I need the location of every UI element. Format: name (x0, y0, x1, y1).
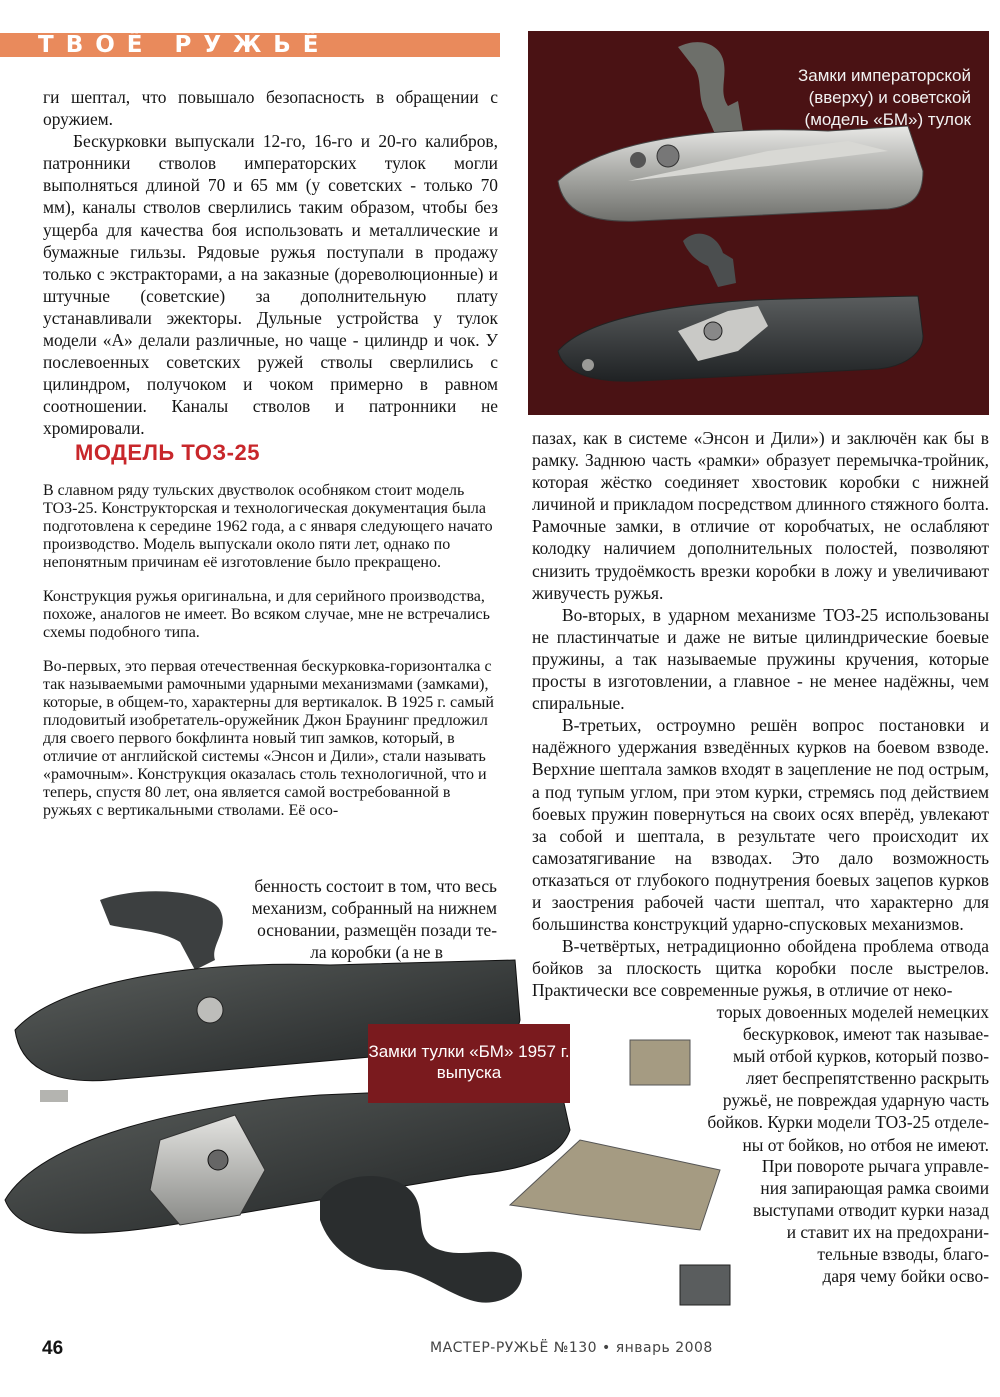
hammer-shape (100, 891, 223, 970)
paragraph: Во-вторых, в ударном механизме ТОЗ-25 использованы не пластинчатые и даже не витые цилиндрические боевые пружины, а так называемые пружины кручения, которые просты в изготовлении, а главное - не менее надёжны, чем спиральные. (532, 604, 989, 714)
paragraph: Во-первых, это первая отечественная бескурковка-горизонталка с так называемыми рамочными ударными механизмами (замками), которые, в общем-то, характерны для вертикалок. В 1925 г. самый плодовитый изобретатель-оружейник Джон Браунинг предложил для своего первого бокфлинта новый тип замков, который, в отличие от английской системы «Энсон и Дили», стали называть «рамочным». Конструкция оказалась столь технологичной, что и теперь, спустя 80 лет, она является самой востребованной в ружьях с вертикальными стволами. Её осо- (43, 658, 494, 819)
bm-locks-illustration (0, 870, 740, 1340)
paragraph: пазах, как в системе «Энсон и Дили») и заключён как бы в рамку. Заднюю часть «рамки» образует перемычка-тройник, которая жёстко соединяет хвостовик коробки с нижней личиной и прикладом посредством длинного стяжного болта. Рамочные замки, в отличие от коробчатых, не ослабляют колодку наличием дополнительных полостей, позволяют снизить трудоёмкость врезки коробки в ложу и увеличивают живучесть ружья. (532, 428, 989, 603)
photo-locks-bottom (0, 870, 740, 1340)
text-line: бескурковок, имеют так называе- (742, 1024, 989, 1045)
screw-shape (197, 997, 223, 1023)
screw-shape (582, 359, 594, 371)
magazine-footer: МАСТЕР-РУЖЬЁ №130 • январь 2008 (430, 1340, 713, 1356)
paragraph: В-третьих, остроумно решён вопрос постановки и надёжного удержания взведённых курков на боевом взводе. Верхние шептала замков входят в зацепление не под острым, а под тупым углом, при этом курки, стремясь под действием боевых пружин повернуться на своих осях вперёд, увлекают за собой и шептала, в результате чего происходит их самозатягивание на взводах. Это дало возможность отказаться от глубокого поднутрения боевых зацепов курков и заострения рабочей части шептал, что характерно для большинства конструкций ударно-спусковых механизмов. (532, 715, 989, 935)
lock-plate-shape (558, 126, 923, 221)
hammer-shape (678, 42, 743, 141)
locking-frame-shape (630, 1040, 690, 1085)
paragraph: Бескурковки выпускали 12-го, 16-го и 20-го калибров, патронники стволов императорских тулок могли выполняться длиной 70 и 65 мм (у советских - только 70 мм), каналы стволов сверлились таким образом, чтобы без ущерба для качества боя использовать и металлические и бумажные гильзы. Рядовые ружья поступали в продажу только с экстракторами, а на заказные (дореволюционные) и штучные (советские) за дополнительную плату устанавливали эжекторы. Дульные устройства у тулок модели «А» делали различные, но чаще - цилиндр и чок. У послевоенных советских ружей стволы сверлились с цилиндром, получоком и чоком примерно в равном соотношении. Каналы стволов и патронники не хромировали. (43, 131, 498, 439)
page-number: 46 (42, 1338, 64, 1359)
text-line: ружьё, не повреждая ударную часть (722, 1090, 989, 1111)
paragraph: Конструкция ружья оригинальна, и для серийного производства, похоже, аналогов не имеет. Во всяком случае, мне не встречались схемы подобного типа. (43, 588, 490, 641)
text-line: ла коробки (а не в (310, 942, 443, 963)
paragraph: В-четвёртых, нетрадиционно обойдена проблема отвода бойков за плоскость щитка коробки после выстрелов. Практически все современные ружья, в отличие от неко- (532, 936, 989, 1001)
text-line: даря чему бойки осво- (822, 1266, 989, 1287)
paragraph: В славном ряду тульских двустволок особняком стоит модель ТОЗ-25. Конструкторская и технологическая документация была подготовлена к середине 1962 года, а с января следующего начато производство. Модель выпускали около пяти лет, однако по непонятным причинам её изготовление было прекращено. (43, 482, 493, 571)
text-line: основании, размещён позади те- (257, 920, 497, 941)
text-line: бенность состоит в том, что весь (254, 876, 497, 896)
text-line: и ставит их на предохрани- (786, 1222, 989, 1243)
text-line: тельные взводы, благо- (817, 1244, 989, 1265)
left-column-main (43, 466, 498, 836)
left-column-top (43, 86, 498, 440)
trigger-frame-shape (320, 1176, 522, 1303)
section-heading: МОДЕЛЬ ТОЗ-25 (75, 440, 260, 465)
text-line: торых довоенных моделей немецких (716, 1002, 989, 1022)
text-line: ния запирающая рамка своими (760, 1178, 989, 1199)
part-shape (680, 1265, 730, 1305)
screw-shape (704, 322, 722, 340)
text-line: ны от бойков, но отбоя не имеют. (742, 1134, 989, 1155)
hammer-shape (683, 234, 736, 287)
screw-shape (657, 145, 679, 167)
text-line: мый отбой курков, который позво- (733, 1046, 989, 1067)
text-line: ляет беспрепятственно раскрыть (746, 1068, 989, 1089)
text-line: При повороте рычага управле- (761, 1156, 989, 1176)
pin-shape (40, 1090, 68, 1102)
right-column-tail-b (730, 1155, 989, 1288)
lock-plate-shape (5, 1085, 570, 1233)
screw-shape (630, 152, 646, 168)
section-header-bar (0, 33, 500, 57)
section-header-title: ТВОЁ РУЖЬЁ (38, 32, 331, 58)
text-line: выступами отводит курки назад (753, 1200, 989, 1221)
photo-locks-top (528, 31, 989, 415)
text-line: механизм, собранный на нижнем (251, 898, 497, 919)
photo-caption-bottom: Замки тулки «БМ» 1957 г. выпуска (368, 1024, 570, 1103)
text-line: бойков. Курки модели ТОЗ-25 отделе- (707, 1112, 989, 1133)
photo-caption-top: Замки императорской (вверху) и советской (модель «БМ») тулок (797, 66, 971, 129)
screw-shape (208, 1150, 228, 1170)
paragraph: ги шептал, что повышало безопасность в обращении с оружием. (43, 87, 498, 130)
